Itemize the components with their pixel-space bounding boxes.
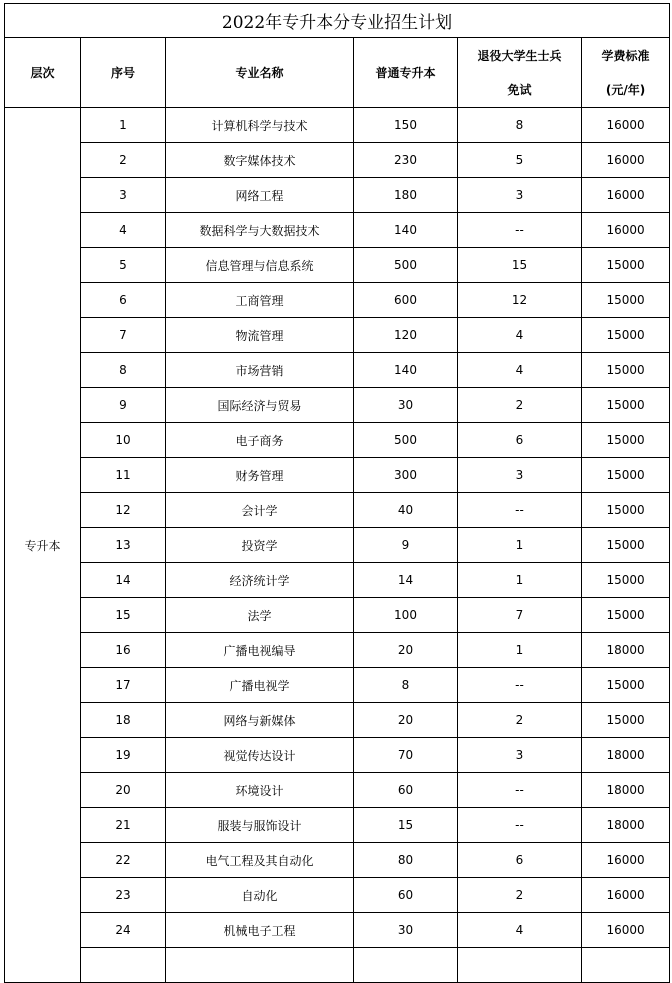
seq-cell: 10 xyxy=(81,423,166,458)
table-row xyxy=(5,318,670,353)
table-row xyxy=(5,353,670,388)
fee-cell: 16000 xyxy=(582,143,670,178)
veteran-count-cell: -- xyxy=(458,213,582,248)
regular-count-cell: 70 xyxy=(354,738,458,773)
seq-cell: 8 xyxy=(81,353,166,388)
regular-count-cell: 230 xyxy=(354,143,458,178)
table-row xyxy=(5,108,670,143)
empty-cell xyxy=(354,948,458,983)
header-fee xyxy=(582,38,670,108)
seq-cell: 24 xyxy=(81,913,166,948)
regular-count-cell: 600 xyxy=(354,283,458,318)
major-name-cell: 数据科学与大数据技术 xyxy=(166,213,354,248)
seq-cell: 19 xyxy=(81,738,166,773)
table-row xyxy=(5,528,670,563)
major-name-cell: 投资学 xyxy=(166,528,354,563)
veteran-count-cell: 1 xyxy=(458,563,582,598)
seq-cell: 2 xyxy=(81,143,166,178)
major-name-cell: 市场营销 xyxy=(166,353,354,388)
veteran-count-cell: 5 xyxy=(458,143,582,178)
regular-count-cell: 8 xyxy=(354,668,458,703)
regular-count-cell: 30 xyxy=(354,388,458,423)
major-name-cell: 数字媒体技术 xyxy=(166,143,354,178)
table-row xyxy=(5,283,670,318)
veteran-count-cell: 6 xyxy=(458,843,582,878)
table-row xyxy=(5,493,670,528)
fee-cell: 16000 xyxy=(582,213,670,248)
major-name-cell: 财务管理 xyxy=(166,458,354,493)
fee-cell: 18000 xyxy=(582,773,670,808)
veteran-count-cell: 1 xyxy=(458,528,582,563)
table-row xyxy=(5,878,670,913)
seq-cell: 21 xyxy=(81,808,166,843)
fee-cell: 15000 xyxy=(582,528,670,563)
major-name-cell: 广播电视学 xyxy=(166,668,354,703)
seq-cell: 7 xyxy=(81,318,166,353)
veteran-count-cell: -- xyxy=(458,668,582,703)
major-name-cell: 视觉传达设计 xyxy=(166,738,354,773)
regular-count-cell: 180 xyxy=(354,178,458,213)
regular-count-cell: 20 xyxy=(354,633,458,668)
seq-cell: 3 xyxy=(81,178,166,213)
regular-count-cell: 14 xyxy=(354,563,458,598)
fee-cell: 15000 xyxy=(582,563,670,598)
veteran-count-cell: 3 xyxy=(458,178,582,213)
regular-count-cell: 300 xyxy=(354,458,458,493)
regular-count-cell: 40 xyxy=(354,493,458,528)
major-name-cell: 广播电视编导 xyxy=(166,633,354,668)
veteran-count-cell: 1 xyxy=(458,633,582,668)
regular-count-cell: 500 xyxy=(354,248,458,283)
table-row xyxy=(5,143,670,178)
veteran-count-cell: -- xyxy=(458,773,582,808)
table-row-partial xyxy=(5,948,670,983)
fee-cell: 15000 xyxy=(582,458,670,493)
seq-cell: 17 xyxy=(81,668,166,703)
fee-cell: 15000 xyxy=(582,423,670,458)
fee-cell: 16000 xyxy=(582,913,670,948)
major-name-cell: 服装与服饰设计 xyxy=(166,808,354,843)
major-name-cell: 环境设计 xyxy=(166,773,354,808)
regular-count-cell: 20 xyxy=(354,703,458,738)
header-seq: 序号 xyxy=(81,38,166,108)
table-row xyxy=(5,563,670,598)
header-level: 层次 xyxy=(5,38,81,108)
fee-cell: 16000 xyxy=(582,878,670,913)
seq-cell: 23 xyxy=(81,878,166,913)
fee-cell: 15000 xyxy=(582,248,670,283)
table-row xyxy=(5,213,670,248)
fee-cell: 15000 xyxy=(582,598,670,633)
fee-cell: 15000 xyxy=(582,283,670,318)
fee-cell: 18000 xyxy=(582,633,670,668)
table-row xyxy=(5,458,670,493)
major-name-cell: 计算机科学与技术 xyxy=(166,108,354,143)
fee-cell: 16000 xyxy=(582,178,670,213)
veteran-count-cell: 2 xyxy=(458,878,582,913)
table-row xyxy=(5,598,670,633)
regular-count-cell: 80 xyxy=(354,843,458,878)
seq-cell: 14 xyxy=(81,563,166,598)
empty-cell xyxy=(458,948,582,983)
fee-cell: 16000 xyxy=(582,843,670,878)
regular-count-cell: 150 xyxy=(354,108,458,143)
table-row xyxy=(5,423,670,458)
table-row xyxy=(5,178,670,213)
regular-count-cell: 500 xyxy=(354,423,458,458)
seq-cell: 9 xyxy=(81,388,166,423)
table-row xyxy=(5,843,670,878)
major-name-cell: 信息管理与信息系统 xyxy=(166,248,354,283)
veteran-count-cell: 4 xyxy=(458,353,582,388)
regular-count-cell: 100 xyxy=(354,598,458,633)
enrollment-plan-table xyxy=(4,3,670,983)
regular-count-cell: 60 xyxy=(354,773,458,808)
empty-cell xyxy=(582,948,670,983)
veteran-count-cell: 6 xyxy=(458,423,582,458)
table-row xyxy=(5,738,670,773)
seq-cell: 16 xyxy=(81,633,166,668)
major-name-cell: 法学 xyxy=(166,598,354,633)
header-regular: 普通专升本 xyxy=(354,38,458,108)
seq-cell: 6 xyxy=(81,283,166,318)
fee-cell: 15000 xyxy=(582,353,670,388)
table-row xyxy=(5,703,670,738)
table-body xyxy=(5,108,670,983)
regular-count-cell: 140 xyxy=(354,213,458,248)
seq-cell: 20 xyxy=(81,773,166,808)
veteran-count-cell: -- xyxy=(458,808,582,843)
veteran-count-cell: 2 xyxy=(458,388,582,423)
regular-count-cell: 30 xyxy=(354,913,458,948)
level-cell: 专升本 xyxy=(5,108,81,983)
header-fee-line2: (元/年) xyxy=(605,82,646,97)
fee-cell: 15000 xyxy=(582,388,670,423)
fee-cell: 18000 xyxy=(582,738,670,773)
fee-cell: 15000 xyxy=(582,493,670,528)
seq-cell: 4 xyxy=(81,213,166,248)
table-row xyxy=(5,388,670,423)
major-name-cell: 机械电子工程 xyxy=(166,913,354,948)
major-name-cell: 经济统计学 xyxy=(166,563,354,598)
veteran-count-cell: 8 xyxy=(458,108,582,143)
table-row xyxy=(5,248,670,283)
fee-cell: 16000 xyxy=(582,108,670,143)
seq-cell: 22 xyxy=(81,843,166,878)
major-name-cell: 国际经济与贸易 xyxy=(166,388,354,423)
seq-cell: 15 xyxy=(81,598,166,633)
seq-cell: 13 xyxy=(81,528,166,563)
regular-count-cell: 9 xyxy=(354,528,458,563)
regular-count-cell: 140 xyxy=(354,353,458,388)
seq-cell: 5 xyxy=(81,248,166,283)
table-row xyxy=(5,913,670,948)
veteran-count-cell: 15 xyxy=(458,248,582,283)
table-row xyxy=(5,633,670,668)
header-veteran-line2: 免试 xyxy=(507,82,532,97)
major-name-cell: 网络与新媒体 xyxy=(166,703,354,738)
header-major: 专业名称 xyxy=(166,38,354,108)
veteran-count-cell: 3 xyxy=(458,738,582,773)
header-fee-line1: 学费标准 xyxy=(601,48,650,63)
regular-count-cell: 15 xyxy=(354,808,458,843)
regular-count-cell: 60 xyxy=(354,878,458,913)
veteran-count-cell: 4 xyxy=(458,913,582,948)
veteran-count-cell: 7 xyxy=(458,598,582,633)
header-veteran-line1: 退役大学生士兵 xyxy=(477,48,562,63)
veteran-count-cell: 2 xyxy=(458,703,582,738)
table-row xyxy=(5,668,670,703)
table-row xyxy=(5,773,670,808)
major-name-cell: 自动化 xyxy=(166,878,354,913)
empty-cell xyxy=(81,948,166,983)
regular-count-cell: 120 xyxy=(354,318,458,353)
seq-cell: 12 xyxy=(81,493,166,528)
veteran-count-cell: 12 xyxy=(458,283,582,318)
major-name-cell: 物流管理 xyxy=(166,318,354,353)
fee-cell: 15000 xyxy=(582,703,670,738)
major-name-cell: 电气工程及其自动化 xyxy=(166,843,354,878)
table-title: 2022年专升本分专业招生计划 xyxy=(5,4,670,38)
fee-cell: 15000 xyxy=(582,318,670,353)
seq-cell: 18 xyxy=(81,703,166,738)
empty-cell xyxy=(166,948,354,983)
table-row xyxy=(5,808,670,843)
veteran-count-cell: -- xyxy=(458,493,582,528)
header-veteran xyxy=(458,38,582,108)
major-name-cell: 会计学 xyxy=(166,493,354,528)
veteran-count-cell: 3 xyxy=(458,458,582,493)
seq-cell: 1 xyxy=(81,108,166,143)
veteran-count-cell: 4 xyxy=(458,318,582,353)
fee-cell: 15000 xyxy=(582,668,670,703)
seq-cell: 11 xyxy=(81,458,166,493)
fee-cell: 18000 xyxy=(582,808,670,843)
major-name-cell: 工商管理 xyxy=(166,283,354,318)
major-name-cell: 网络工程 xyxy=(166,178,354,213)
major-name-cell: 电子商务 xyxy=(166,423,354,458)
